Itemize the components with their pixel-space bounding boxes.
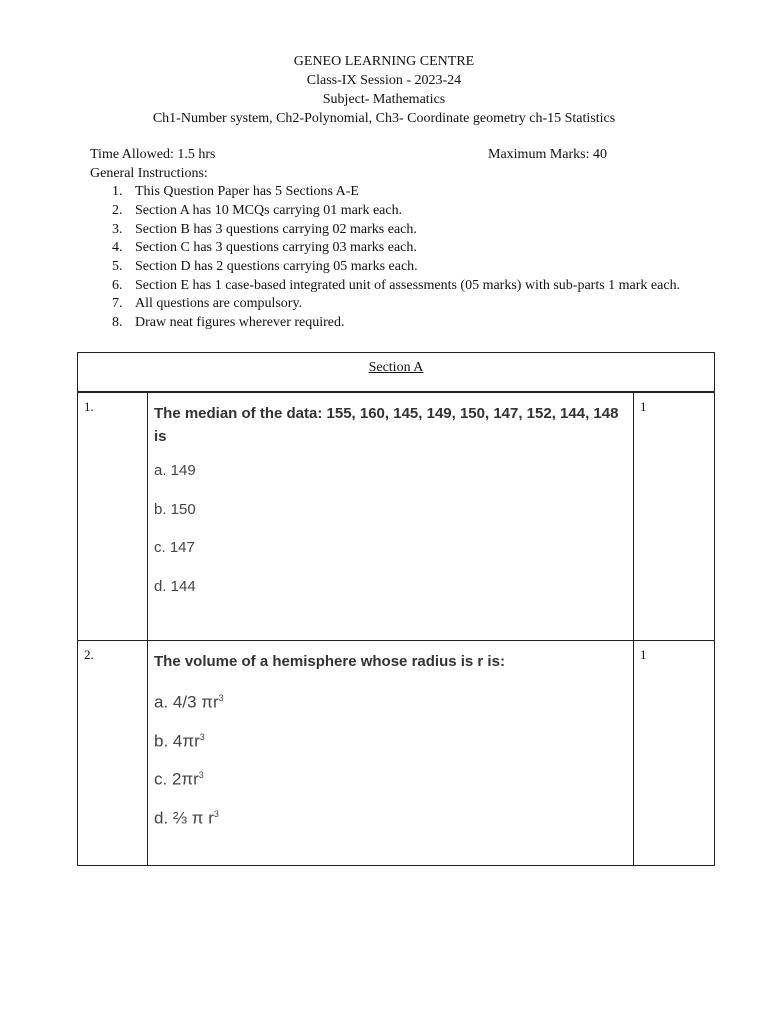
time-allowed: Time Allowed: 1.5 hrs [90,147,216,162]
instruction-number: 5. [112,258,123,274]
question-marks: 1 [640,399,647,414]
instruction-number: 7. [112,296,123,312]
option-exponent: 3 [198,770,204,781]
question-row [78,641,714,865]
question-number: 2. [78,641,148,865]
section-header [78,353,714,393]
option-text: b. 4πr [154,731,200,751]
option-exponent: 3 [199,731,205,742]
instructions-title: General Instructions: [90,165,208,181]
question-text: The volume of a hemisphere whose radius is r is: [154,653,505,670]
paper-meta [90,146,681,333]
session-line: Class-IX Session - 2023-24 [306,73,462,88]
time-marks-row [90,146,650,165]
option-text: a. 4/3 πr [154,692,219,712]
instructions-list [90,183,681,333]
subject-line: Subject- Mathematics [322,92,446,107]
option-c [154,756,627,795]
instruction-item [90,258,650,277]
option-a: a. 149 [154,462,196,479]
instruction-text: Section A has 10 MCQs carrying 01 mark each. [135,202,403,218]
school-name: GENEO LEARNING CENTRE [293,54,475,69]
instruction-number: 6. [112,277,123,293]
option-d: d. 144 [154,578,196,596]
instruction-item [90,314,650,333]
question-cell [148,393,634,640]
option-a [154,679,627,718]
instruction-item [90,221,650,240]
instruction-text: Section B has 3 questions carrying 02 marks each. [135,221,417,237]
question-number: 1. [78,393,148,640]
option-b: b. 150 [154,500,196,518]
instruction-text: Draw neat figures wherever required. [135,315,345,330]
instruction-text: Section E has 1 case-based integrated unit of assessments (05 marks) with sub-parts 1 mark each. [135,277,681,293]
option-exponent: 3 [218,693,224,703]
instruction-number: 3. [112,221,123,237]
option-d [154,795,627,834]
question-row [78,393,714,641]
instruction-item [90,277,681,296]
option-exponent: 3 [213,809,219,820]
instruction-text: Section C has 3 questions carrying 03 marks each. [135,240,417,256]
question-cell [148,641,634,865]
instruction-number: 2. [112,202,123,218]
instruction-text: This Question Paper has 5 Sections A-E [135,184,359,200]
instruction-text: All questions are compulsory. [135,296,303,312]
section-title: Section A [368,360,424,375]
option-c: c. 147 [154,539,195,557]
question-table [77,352,715,866]
instruction-number: 4. [112,240,123,256]
instruction-item [90,239,650,258]
instruction-text: Section D has 2 questions carrying 05 marks each. [135,258,418,274]
instruction-number: 1. [112,184,123,200]
option-b [154,718,627,757]
instruction-item [90,202,650,221]
question-marks: 1 [640,647,647,662]
instruction-number: 8. [112,315,123,330]
question-text: The median of the data: 155, 160, 145, 149, 150, 147, 152, 144, 148 is [154,405,619,445]
maximum-marks: Maximum Marks: 40 [488,147,607,162]
option-text: d. ⅔ π r [154,808,214,828]
instruction-item [90,183,650,202]
instruction-item [90,295,650,314]
paper-header [0,52,768,128]
option-text: c. 2πr [154,770,199,790]
chapters-line: Ch1-Number system, Ch2-Polynomial, Ch3- Coordinate geometry ch-15 Statistics [152,111,616,126]
